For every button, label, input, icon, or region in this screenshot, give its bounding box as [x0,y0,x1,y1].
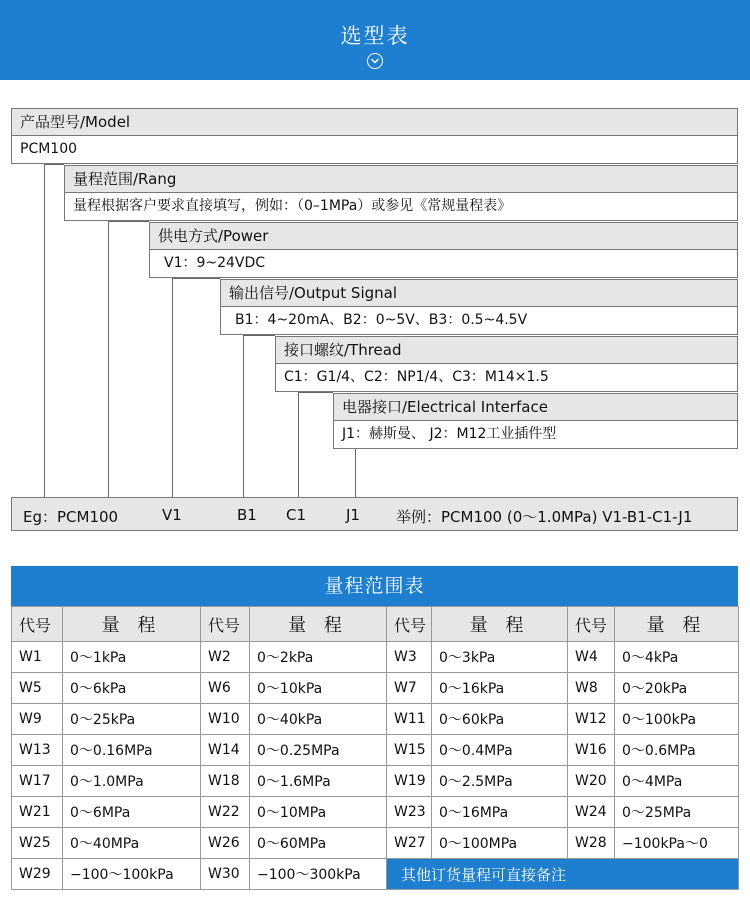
header-banner [0,0,750,80]
range-code: W30 [201,859,250,890]
range-value: 0〜2kPa [250,642,387,673]
range-code: W22 [201,797,250,828]
connector-thread [298,392,299,497]
connector-output-h [243,335,275,336]
output-label-row [220,279,738,307]
range-code: W8 [568,673,615,704]
table-row [12,859,739,890]
range-value: 0〜4kPa [615,642,739,673]
table-row [12,704,739,735]
range-label: 量程范围/Rang [73,170,177,188]
range-code: W14 [201,735,250,766]
range-code: W13 [12,735,63,766]
range-label-row [64,165,738,193]
table-row [12,797,739,828]
connector-model [44,164,45,497]
example-row [11,497,738,531]
range-value: 0〜10kPa [250,673,387,704]
header-range: 量 程 [432,607,568,642]
range-code: W27 [387,828,432,859]
range-value: 0〜25kPa [63,704,201,735]
header-range: 量 程 [615,607,739,642]
range-value: −100〜300kPa [250,859,387,890]
range-code: W23 [387,797,432,828]
range-value: 0〜6MPa [63,797,201,828]
banner-title: 选型表 [340,24,410,48]
range-value: 0〜16kPa [432,673,568,704]
range-value: −100kPa〜0 [615,828,739,859]
header-code: 代号 [12,607,63,642]
range-value: 0〜60kPa [432,704,568,735]
connector-power [172,278,173,497]
range-code: W16 [568,735,615,766]
connector-output [243,335,244,497]
range-code: W4 [568,642,615,673]
range-value: 0〜4MPa [615,766,739,797]
range-value: 0〜10MPa [250,797,387,828]
header-code: 代号 [201,607,250,642]
range-value: 0〜1kPa [63,642,201,673]
range-code: W6 [201,673,250,704]
range-code: W9 [12,704,63,735]
range-value: 0〜0.16MPa [63,735,201,766]
thread-value: C1：G1/4、C2：NP1/4、C3：M14×1.5 [284,369,549,385]
range-value-row [64,193,738,221]
header-code: 代号 [568,607,615,642]
range-value: 0〜3kPa [432,642,568,673]
range-value: 0〜40MPa [63,828,201,859]
header-range: 量 程 [63,607,201,642]
model-value-row [11,136,738,164]
power-label-row [149,222,738,250]
range-value: 0〜0.25MPa [250,735,387,766]
range-code: W26 [201,828,250,859]
range-code: W3 [387,642,432,673]
example-text: 举例：PCM100 (0〜1.0MPa) V1-B1-C1-J1 [396,508,693,526]
range-code: W5 [12,673,63,704]
connector-electrical [355,449,356,497]
range-code: W18 [201,766,250,797]
example-v: V1 [162,506,182,524]
range-value: 量程根据客户要求直接填写，例如：（0–1MPa）或参见《常规量程表》 [73,198,512,214]
range-note: 其他订货量程可直接备注 [387,859,739,890]
range-value: 0〜25MPa [615,797,739,828]
connector-thread-h [298,392,333,393]
connector-range-h [108,221,149,222]
range-code: W24 [568,797,615,828]
power-label: 供电方式/Power [158,227,269,245]
range-code: W25 [12,828,63,859]
range-value: 0〜60MPa [250,828,387,859]
range-code: W20 [568,766,615,797]
range-value: 0〜6kPa [63,673,201,704]
model-label-row [11,108,738,136]
range-value: 0〜20kPa [615,673,739,704]
power-value: V1：9~24VDC [164,255,266,271]
range-code: W12 [568,704,615,735]
connector-model-h [44,164,64,165]
example-c: C1 [286,506,307,524]
range-code: W29 [12,859,63,890]
range-code: W19 [387,766,432,797]
range-value: 0〜40kPa [250,704,387,735]
table-row [12,673,739,704]
range-code: W7 [387,673,432,704]
range-value: −100〜100kPa [63,859,201,890]
output-value-row [220,307,738,335]
connector-power-h [172,278,220,279]
power-value-row [149,250,738,278]
connector-range [108,221,109,497]
range-value: 0〜100kPa [615,704,739,735]
thread-label: 接口螺纹/Thread [284,341,402,359]
range-table-header [12,607,739,642]
range-table-title: 量程范围表 [11,566,738,606]
range-code: W28 [568,828,615,859]
header-range: 量 程 [250,607,387,642]
example-j: J1 [346,506,360,524]
range-value: 0〜1.6MPa [250,766,387,797]
table-row [12,828,739,859]
range-code: W10 [201,704,250,735]
range-value: 0〜2.5MPa [432,766,568,797]
model-label: 产品型号/Model [20,113,131,131]
range-value: 0〜0.6MPa [615,735,739,766]
table-row [12,735,739,766]
example-b: B1 [237,506,257,524]
thread-value-row [275,364,738,392]
range-value: 0〜100MPa [432,828,568,859]
electrical-label: 电器接口/Electrical Interface [342,398,548,416]
electrical-value: J1：赫斯曼、 J2：M12工业插件型 [342,426,557,442]
range-code: W15 [387,735,432,766]
range-code: W17 [12,766,63,797]
electrical-label-row [333,393,738,421]
range-code: W1 [12,642,63,673]
model-value: PCM100 [20,141,78,157]
range-value: 0〜1.0MPa [63,766,201,797]
example-prefix: Eg：PCM100 [23,508,119,526]
chevron-down-icon[interactable] [367,53,383,69]
output-value: B1：4~20mA、B2：0~5V、B3：0.5~4.5V [235,312,528,328]
thread-label-row [275,336,738,364]
range-code: W21 [12,797,63,828]
range-table [11,606,739,890]
range-value: 0〜0.4MPa [432,735,568,766]
table-row [12,766,739,797]
range-code: W2 [201,642,250,673]
table-row [12,642,739,673]
output-label: 输出信号/Output Signal [229,284,398,302]
range-value: 0〜16MPa [432,797,568,828]
range-code: W11 [387,704,432,735]
header-code: 代号 [387,607,432,642]
electrical-value-row [333,421,738,449]
